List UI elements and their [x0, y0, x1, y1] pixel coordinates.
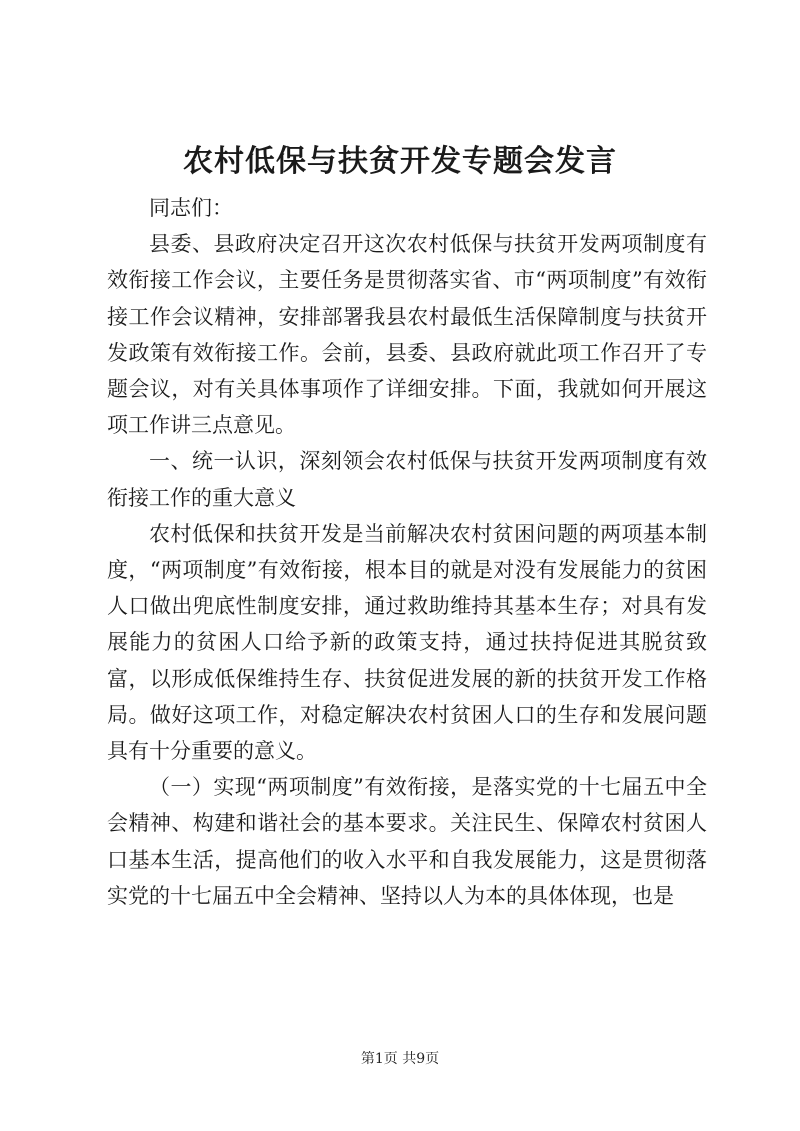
- greeting-paragraph: 同志们：: [149, 196, 233, 220]
- page-title: 农村低保与扶贫开发专题会发言: [183, 144, 617, 179]
- subsection-paragraph: （一）实现“两项制度”有效衔接，是落实党的十七届五中全会精神、构建和谐社会的基本要求。关注民生、保障农村贫困人口基本生活，提高他们的收入水平和自我发展能力，这是贯彻落实党的十七届五中全会精神、坚持以人为本的具体体现，也是: [107, 775, 707, 908]
- body-paragraph: 农村低保和扶贫开发是当前解决农村贫困问题的两项基本制度，“两项制度”有效衔接，根本目的就是对没有发展能力的贫困人口做出兜底性制度安排，通过救助维持其基本生存；对具有发展能力的贫困人口给予新的政策支持，通过扶持促进其脱贫致富，以形成低保维持生存、扶贫促进发展的新的扶贫开发工作格局。做好这项工作，对稳定解决农村贫困人口的生存和发展问题具有十分重要的意义。: [107, 521, 707, 764]
- document-body: [107, 190, 707, 914]
- body-paragraph: 县委、县政府决定召开这次农村低保与扶贫开发两项制度有效衔接工作会议，主要任务是贯彻落实省、市“两项制度”有效衔接工作会议精神，安排部署我县农村最低生活保障制度与扶贫开发政策有效衔接工作。会前，县委、县政府就此项工作召开了专题会议，对有关具体事项作了详细安排。下面，我就如何开展这项工作讲三点意见。: [107, 232, 707, 438]
- page-footer: 第1页 共9页: [360, 1051, 440, 1067]
- section-heading: 一、统一认识，深刻领会农村低保与扶贫开发两项制度有效衔接工作的重大意义: [107, 449, 707, 510]
